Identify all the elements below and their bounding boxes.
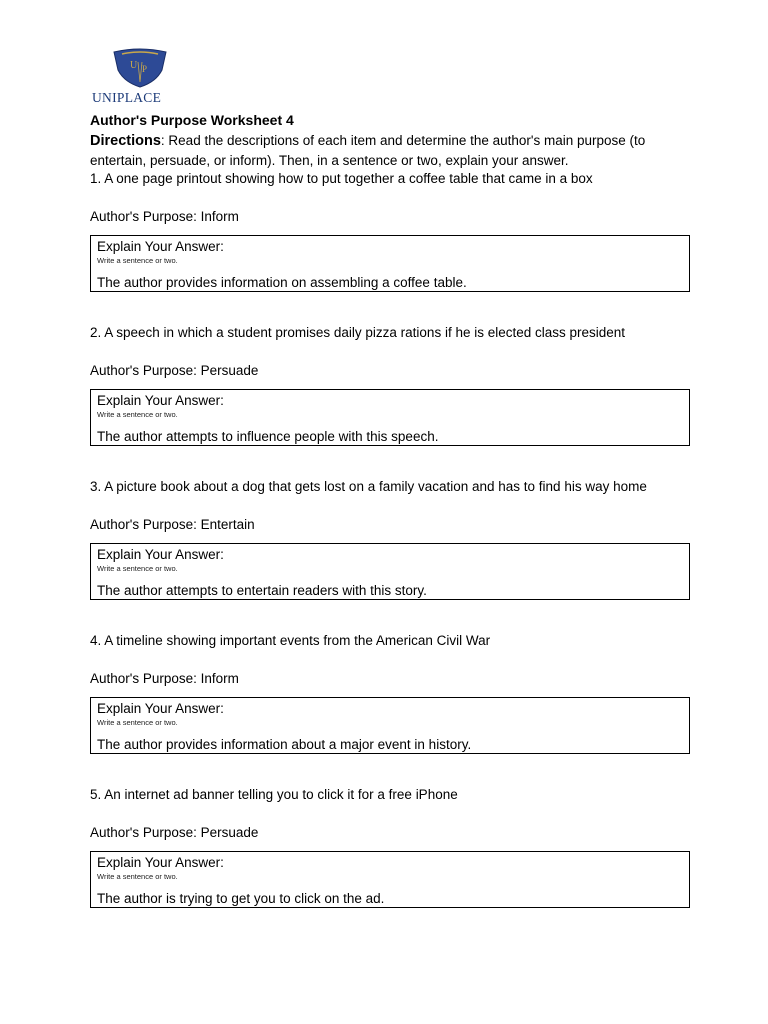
answer-text[interactable]: The author attempts to entertain readers with this story. bbox=[97, 583, 427, 598]
item-question: 4. A timeline showing important events from the American Civil War bbox=[90, 633, 491, 648]
answer-box[interactable] bbox=[90, 389, 690, 446]
directions-label: Directions bbox=[90, 133, 161, 149]
answer-text[interactable]: The author attempts to influence people with this speech. bbox=[97, 429, 439, 444]
directions bbox=[90, 131, 690, 170]
item-purpose: Author's Purpose: Persuade bbox=[90, 825, 259, 840]
item-question: 5. An internet ad banner telling you to click it for a free iPhone bbox=[90, 787, 458, 802]
answer-box[interactable] bbox=[90, 235, 690, 292]
answer-text[interactable]: The author provides information about a major event in history. bbox=[97, 737, 472, 752]
answer-box-heading: Explain Your Answer: bbox=[97, 547, 224, 562]
answer-box-heading: Explain Your Answer: bbox=[97, 701, 224, 716]
answer-box-subtext: Write a sentence or two. bbox=[97, 872, 178, 881]
worksheet-item-4 bbox=[90, 631, 692, 752]
answer-box-subtext: Write a sentence or two. bbox=[97, 564, 178, 573]
item-question: 2. A speech in which a student promises daily pizza rations if he is elected class president bbox=[90, 325, 626, 340]
uniplace-logo bbox=[92, 48, 188, 106]
item-question: 3. A picture book about a dog that gets lost on a family vacation and has to find his way home bbox=[90, 479, 647, 494]
svg-text:P: P bbox=[142, 64, 148, 74]
answer-box-subtext: Write a sentence or two. bbox=[97, 718, 178, 727]
answer-box-heading: Explain Your Answer: bbox=[97, 239, 224, 254]
answer-box-heading: Explain Your Answer: bbox=[97, 855, 224, 870]
answer-box[interactable] bbox=[90, 543, 690, 600]
answer-text[interactable]: The author is trying to get you to click on the ad. bbox=[97, 891, 385, 906]
answer-box-subtext: Write a sentence or two. bbox=[97, 256, 178, 265]
answer-text[interactable]: The author provides information on assembling a coffee table. bbox=[97, 275, 467, 290]
item-purpose: Author's Purpose: Inform bbox=[90, 671, 239, 686]
worksheet-item-1 bbox=[90, 169, 692, 290]
logo-wordmark: UNIPLACE bbox=[92, 90, 162, 105]
item-purpose: Author's Purpose: Entertain bbox=[90, 517, 255, 532]
item-purpose: Author's Purpose: Inform bbox=[90, 209, 239, 224]
svg-text:U: U bbox=[130, 60, 138, 71]
worksheet-item-3 bbox=[90, 477, 692, 598]
item-question: 1. A one page printout showing how to put together a coffee table that came in a box bbox=[90, 171, 593, 186]
worksheet-item-2 bbox=[90, 323, 692, 444]
worksheet-title: Author's Purpose Worksheet 4 bbox=[90, 112, 294, 128]
answer-box[interactable] bbox=[90, 851, 690, 908]
answer-box[interactable] bbox=[90, 697, 690, 754]
directions-text: : Read the descriptions of each item and determine the author's main purpose (to entertain, persuade, or inform). Then, in a sentence or two, explain your answer. bbox=[90, 133, 646, 168]
shield-icon bbox=[112, 48, 168, 88]
answer-box-subtext: Write a sentence or two. bbox=[97, 410, 178, 419]
worksheet-item-5 bbox=[90, 785, 692, 906]
answer-box-heading: Explain Your Answer: bbox=[97, 393, 224, 408]
item-purpose: Author's Purpose: Persuade bbox=[90, 363, 259, 378]
